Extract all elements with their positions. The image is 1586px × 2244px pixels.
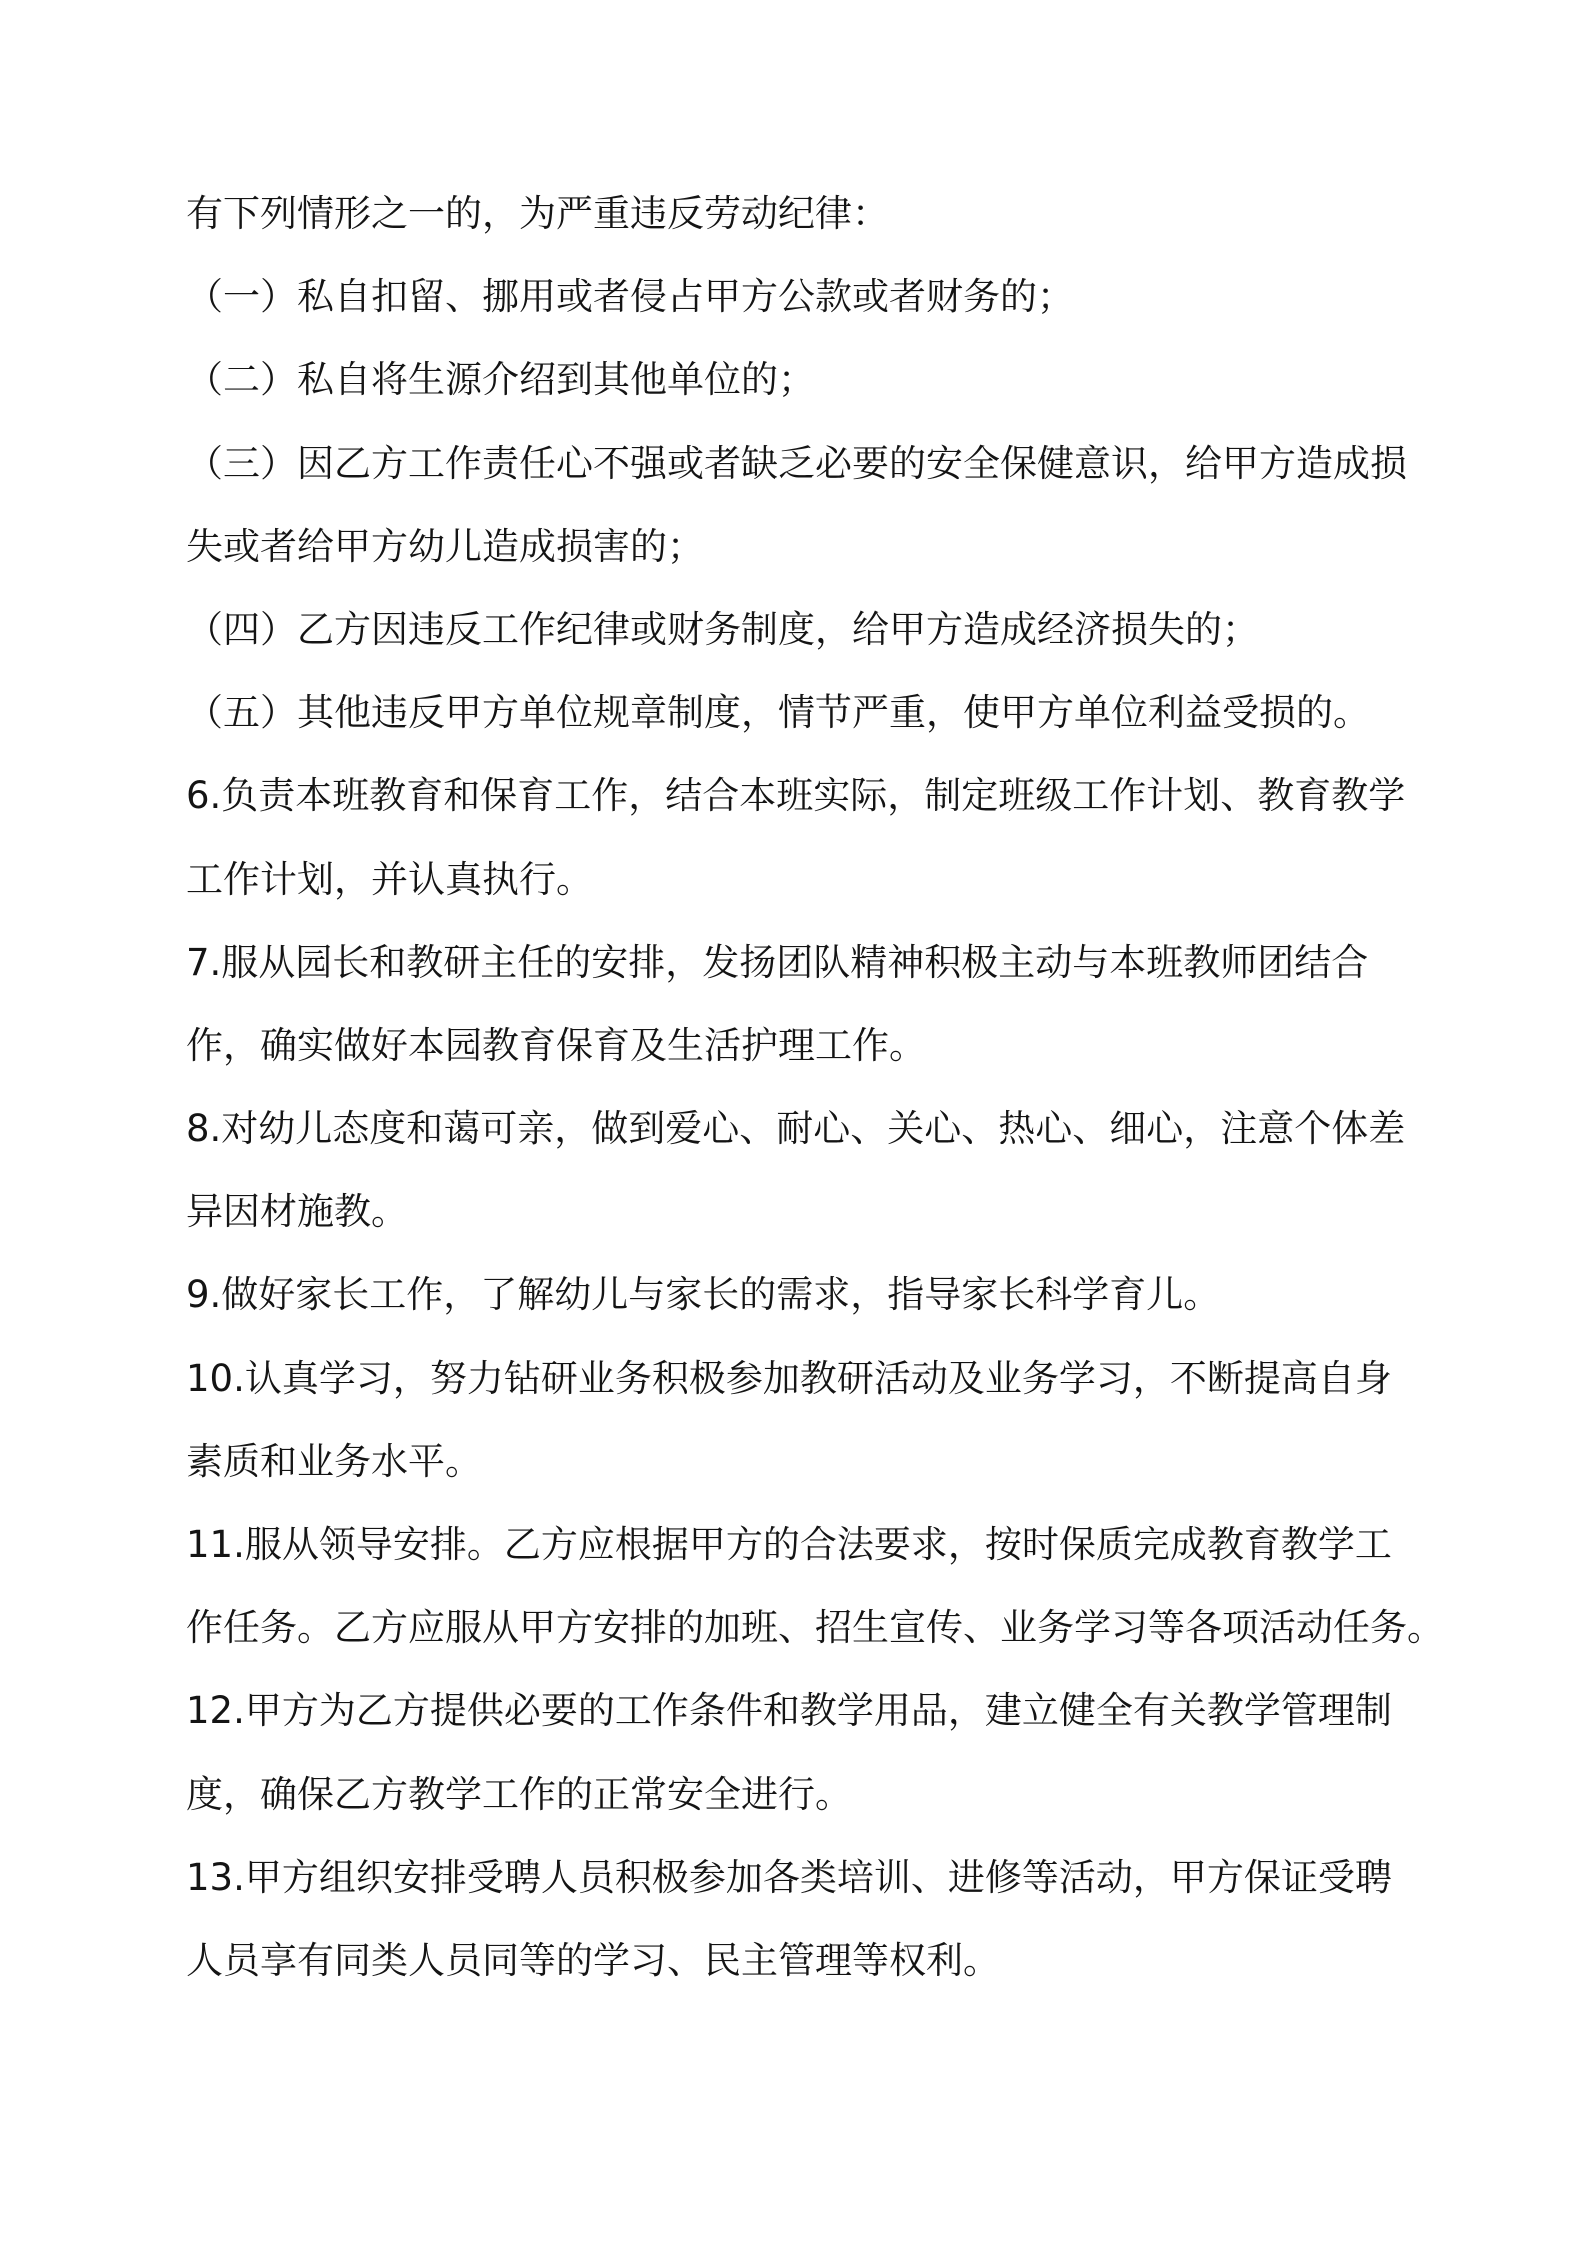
clause-11-line-2: 作任务。乙方应服从甲方安排的加班、招生宣传、业务学习等各项活动任务。 xyxy=(186,1606,1444,1650)
clause-6-line-1: 6.负责本班教育和保育工作，结合本班实际，制定班级工作计划、教育教学 xyxy=(186,774,1406,818)
clause-13-line-2: 人员享有同类人员同等的学习、民主管理等权利。 xyxy=(186,1938,1000,1982)
clause-6-line-2: 工作计划，并认真执行。 xyxy=(186,857,593,901)
clause-13-line-1: 13.甲方组织安排受聘人员积极参加各类培训、进修等活动，甲方保证受聘 xyxy=(186,1855,1392,1899)
clause-7-line-1: 7.服从园长和教研主任的安排，发扬团队精神积极主动与本班教师团结合 xyxy=(186,940,1369,984)
violation-item-2: （二）私自将生源介绍到其他单位的； xyxy=(186,358,815,402)
clause-10-line-1: 10.认真学习，努力钻研业务积极参加教研活动及业务学习，不断提高自身 xyxy=(186,1356,1392,1400)
clause-7-line-2: 作，确实做好本园教育保育及生活护理工作。 xyxy=(186,1023,926,1067)
clause-12-line-2: 度，确保乙方教学工作的正常安全进行。 xyxy=(186,1772,852,1816)
clause-10-line-2: 素质和业务水平。 xyxy=(186,1439,482,1483)
document-body xyxy=(186,172,1526,2002)
clause-8-line-1: 8.对幼儿态度和蔼可亲，做到爱心、耐心、关心、热心、细心，注意个体差 xyxy=(186,1107,1406,1151)
violation-item-4: （四）乙方因违反工作纪律或财务制度，给甲方造成经济损失的； xyxy=(186,607,1259,651)
clause-11-line-1: 11.服从领导安排。乙方应根据甲方的合法要求，按时保质完成教育教学工 xyxy=(186,1523,1392,1566)
clause-12-line-1: 12.甲方为乙方提供必要的工作条件和教学用品，建立健全有关教学管理制 xyxy=(186,1689,1392,1733)
violation-item-3-line-2: 失或者给甲方幼儿造成损害的； xyxy=(186,524,704,568)
clause-8-line-2: 异因材施教。 xyxy=(186,1190,408,1234)
intro-line: 有下列情形之一的，为严重违反劳动纪律： xyxy=(186,192,889,235)
violation-item-5: （五）其他违反甲方单位规章制度，情节严重，使甲方单位利益受损的。 xyxy=(186,691,1370,735)
violation-item-1: （一）私自扣留、挪用或者侵占甲方公款或者财务的； xyxy=(186,275,1074,319)
violation-item-3-line-1: （三）因乙方工作责任心不强或者缺乏必要的安全保健意识，给甲方造成损 xyxy=(186,441,1407,485)
clause-9: 9.做好家长工作，了解幼儿与家长的需求，指导家长科学育儿。 xyxy=(186,1273,1221,1317)
